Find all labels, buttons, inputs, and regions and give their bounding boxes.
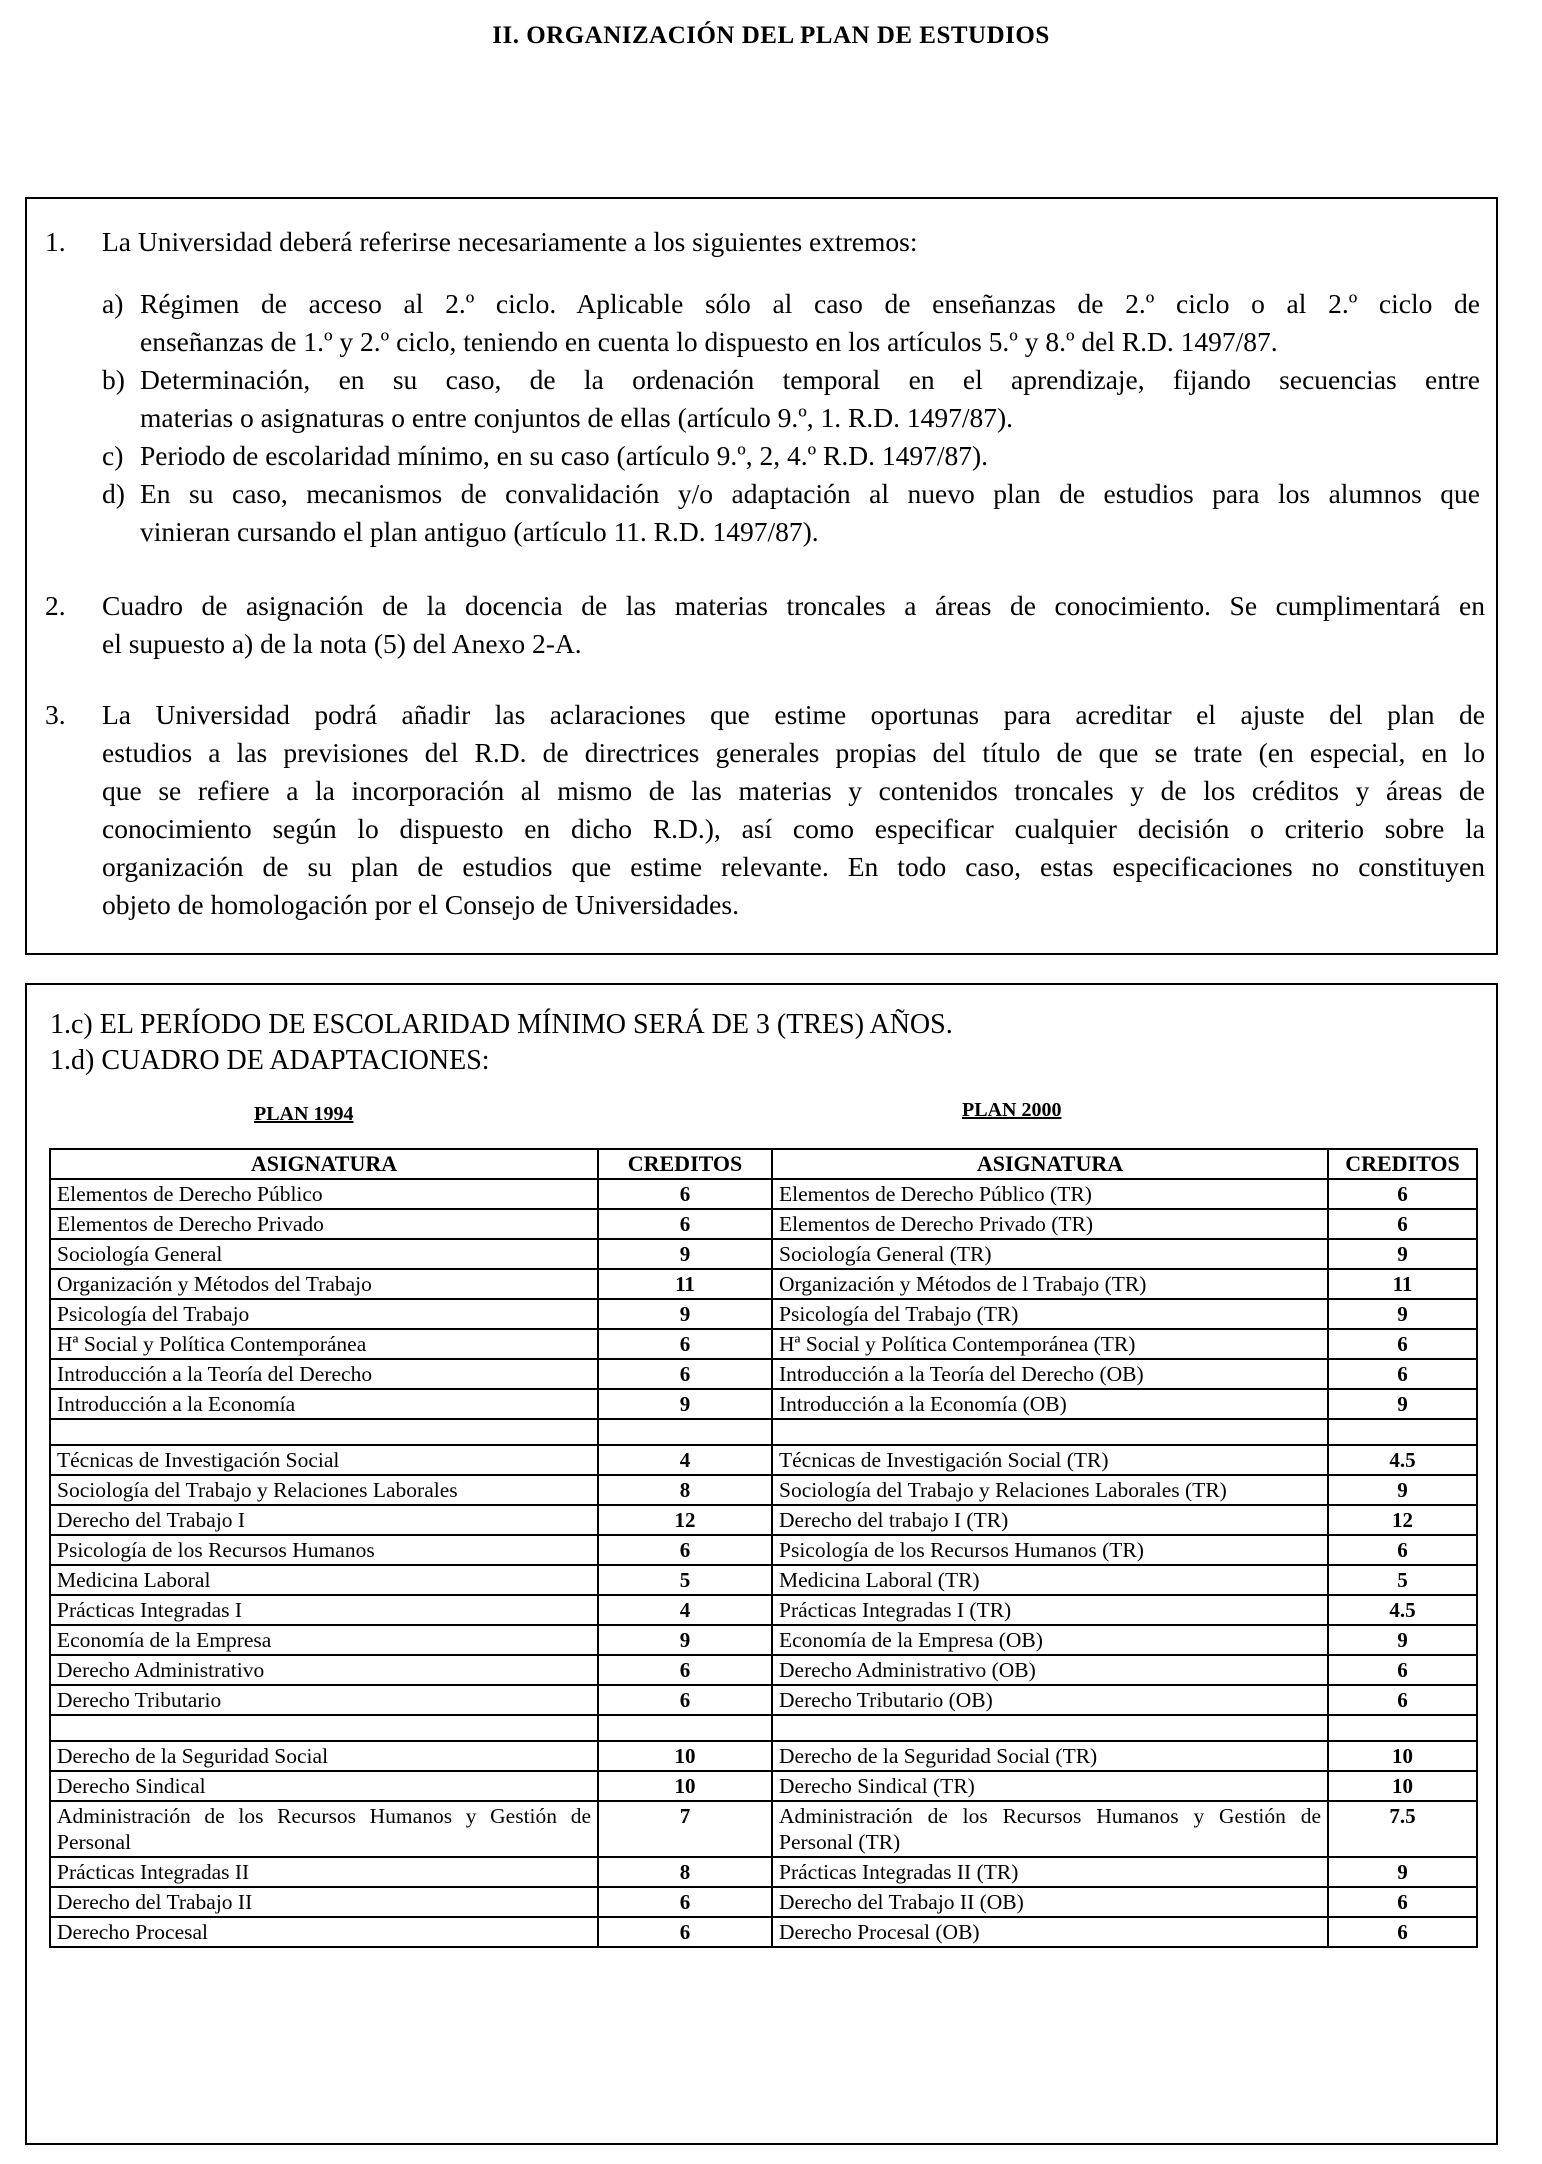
creditos-1994-cell: 6 xyxy=(598,1359,772,1389)
plan-old-label: PLAN 1994 xyxy=(254,1103,354,1125)
asignatura-2000-cell: Derecho Procesal (OB) xyxy=(772,1917,1328,1947)
item-3-line-2: estudios a las previsiones del R.D. de directrices generales propias del título de que se trate (en especial, en lo xyxy=(102,737,1485,768)
item-3-line-1: La Universidad podrá añadir las aclaraciones que estime oportunas para acreditar el ajuste del plan de xyxy=(102,699,1485,730)
creditos-1994-cell: 10 xyxy=(598,1771,772,1801)
asignatura-1994-cell: Elementos de Derecho Público xyxy=(50,1179,598,1209)
table-row xyxy=(50,1299,1477,1329)
item-3-line-3: que se refiere a la incorporación al mismo de las materias y contenidos troncales y de los créditos y áreas de xyxy=(102,775,1485,806)
creditos-1994-cell: 6 xyxy=(598,1209,772,1239)
item-3-line-4: conocimiento según lo dispuesto en dicho R.D.), así como especificar cualquier decisión o criterio sobre la xyxy=(102,813,1485,844)
creditos-2000-cell: 4.5 xyxy=(1328,1595,1477,1625)
table-row xyxy=(50,1565,1477,1595)
subitem-b-line-2: materias o asignaturas o entre conjuntos de ellas (artículo 9.º, 1. R.D. 1497/87). xyxy=(140,402,1014,433)
asignatura-2000-cell: Prácticas Integradas I (TR) xyxy=(772,1595,1328,1625)
creditos-1994-cell: 12 xyxy=(598,1505,772,1535)
creditos-1994-cell xyxy=(598,1419,772,1445)
table-row xyxy=(50,1917,1477,1947)
creditos-1994-cell: 6 xyxy=(598,1329,772,1359)
header-asignatura-new: ASIGNATURA xyxy=(772,1149,1328,1179)
table-row xyxy=(50,1475,1477,1505)
table-body xyxy=(50,1179,1477,1947)
minimum-period-line: 1.c) EL PERÍODO DE ESCOLARIDAD MÍNIMO SERÁ DE 3 (TRES) AÑOS. xyxy=(50,1009,953,1040)
asignatura-1994-cell: Derecho del Trabajo II xyxy=(50,1887,598,1917)
asignatura-2000-cell xyxy=(772,1715,1328,1741)
creditos-2000-cell xyxy=(1328,1715,1477,1741)
creditos-2000-cell: 9 xyxy=(1328,1857,1477,1887)
table-row xyxy=(50,1685,1477,1715)
creditos-2000-cell: 6 xyxy=(1328,1329,1477,1359)
asignatura-1994-cell: Sociología General xyxy=(50,1239,598,1269)
asignatura-1994-cell: Sociología del Trabajo y Relaciones Laborales xyxy=(50,1475,598,1505)
table-row xyxy=(50,1505,1477,1535)
asignatura-2000-cell: Administración de los Recursos Humanos y Gestión de Personal (TR) xyxy=(772,1801,1328,1857)
table-row xyxy=(50,1771,1477,1801)
subitem-a-label: a) xyxy=(102,288,124,319)
asignatura-1994-cell: Medicina Laboral xyxy=(50,1565,598,1595)
asignatura-2000-cell: Sociología del Trabajo y Relaciones Laborales (TR) xyxy=(772,1475,1328,1505)
creditos-1994-cell: 6 xyxy=(598,1917,772,1947)
creditos-1994-cell: 9 xyxy=(598,1625,772,1655)
creditos-2000-cell: 6 xyxy=(1328,1917,1477,1947)
creditos-2000-cell: 11 xyxy=(1328,1269,1477,1299)
creditos-2000-cell xyxy=(1328,1419,1477,1445)
creditos-2000-cell: 6 xyxy=(1328,1209,1477,1239)
table-row xyxy=(50,1887,1477,1917)
table-row xyxy=(50,1389,1477,1419)
subitem-d-line-2: vinieran cursando el plan antiguo (artículo 11. R.D. 1497/87). xyxy=(140,516,819,547)
table-row xyxy=(50,1741,1477,1771)
table-row xyxy=(50,1419,1477,1445)
creditos-1994-cell: 8 xyxy=(598,1857,772,1887)
adaptations-table xyxy=(49,1148,1478,1948)
asignatura-1994-cell: Derecho del Trabajo I xyxy=(50,1505,598,1535)
creditos-2000-cell: 6 xyxy=(1328,1359,1477,1389)
asignatura-2000-cell: Derecho del trabajo I (TR) xyxy=(772,1505,1328,1535)
asignatura-2000-cell: Derecho Administrativo (OB) xyxy=(772,1655,1328,1685)
asignatura-1994-cell xyxy=(50,1715,598,1741)
instructions-box xyxy=(25,197,1498,955)
creditos-2000-cell: 6 xyxy=(1328,1535,1477,1565)
asignatura-1994-cell: Derecho Administrativo xyxy=(50,1655,598,1685)
creditos-2000-cell: 9 xyxy=(1328,1625,1477,1655)
creditos-2000-cell: 9 xyxy=(1328,1389,1477,1419)
table-row xyxy=(50,1445,1477,1475)
asignatura-2000-cell: Organización y Métodos de l Trabajo (TR) xyxy=(772,1269,1328,1299)
creditos-1994-cell: 6 xyxy=(598,1887,772,1917)
adaptations-box xyxy=(25,983,1498,2145)
header-creditos-old: CREDITOS xyxy=(598,1149,772,1179)
creditos-1994-cell: 5 xyxy=(598,1565,772,1595)
table-row xyxy=(50,1209,1477,1239)
table-row xyxy=(50,1625,1477,1655)
asignatura-1994-cell: Psicología del Trabajo xyxy=(50,1299,598,1329)
creditos-1994-cell: 4 xyxy=(598,1595,772,1625)
page-title: II. ORGANIZACIÓN DEL PLAN DE ESTUDIOS xyxy=(492,22,1050,49)
asignatura-2000-cell: Derecho Sindical (TR) xyxy=(772,1771,1328,1801)
asignatura-2000-cell: Derecho de la Seguridad Social (TR) xyxy=(772,1741,1328,1771)
asignatura-2000-cell: Hª Social y Política Contemporánea (TR) xyxy=(772,1329,1328,1359)
creditos-1994-cell xyxy=(598,1715,772,1741)
asignatura-2000-cell: Introducción a la Economía (OB) xyxy=(772,1389,1328,1419)
asignatura-2000-cell: Psicología del Trabajo (TR) xyxy=(772,1299,1328,1329)
asignatura-2000-cell: Medicina Laboral (TR) xyxy=(772,1565,1328,1595)
creditos-2000-cell: 5 xyxy=(1328,1565,1477,1595)
creditos-1994-cell: 6 xyxy=(598,1685,772,1715)
asignatura-2000-cell: Elementos de Derecho Privado (TR) xyxy=(772,1209,1328,1239)
creditos-2000-cell: 6 xyxy=(1328,1655,1477,1685)
creditos-1994-cell: 9 xyxy=(598,1389,772,1419)
creditos-2000-cell: 10 xyxy=(1328,1741,1477,1771)
asignatura-2000-cell: Introducción a la Teoría del Derecho (OB) xyxy=(772,1359,1328,1389)
item-2-line-1: Cuadro de asignación de la docencia de las materias troncales a áreas de conocimiento. Se cumplimentará en xyxy=(102,590,1485,621)
asignatura-1994-cell xyxy=(50,1419,598,1445)
table-row xyxy=(50,1269,1477,1299)
table-row xyxy=(50,1359,1477,1389)
creditos-2000-cell: 9 xyxy=(1328,1239,1477,1269)
creditos-2000-cell: 6 xyxy=(1328,1685,1477,1715)
asignatura-1994-cell: Prácticas Integradas I xyxy=(50,1595,598,1625)
creditos-1994-cell: 8 xyxy=(598,1475,772,1505)
asignatura-1994-cell: Introducción a la Teoría del Derecho xyxy=(50,1359,598,1389)
table-row xyxy=(50,1857,1477,1887)
asignatura-1994-cell: Introducción a la Economía xyxy=(50,1389,598,1419)
creditos-1994-cell: 6 xyxy=(598,1179,772,1209)
item-1-text: La Universidad deberá referirse necesariamente a los siguientes extremos: xyxy=(102,226,918,257)
creditos-2000-cell: 7.5 xyxy=(1328,1801,1477,1857)
item-2-line-2: el supuesto a) de la nota (5) del Anexo 2-A. xyxy=(102,628,582,659)
creditos-1994-cell: 11 xyxy=(598,1269,772,1299)
subitem-a-line-2: enseñanzas de 1.º y 2.º ciclo, teniendo en cuenta lo dispuesto en los artículos 5.º y 8.º del R.D. 1497/87. xyxy=(140,326,1278,357)
subitem-a-line-1: Régimen de acceso al 2.º ciclo. Aplicable sólo al caso de enseñanzas de 2.º ciclo o al 2.º ciclo de xyxy=(140,288,1480,319)
creditos-1994-cell: 9 xyxy=(598,1299,772,1329)
item-2-number: 2. xyxy=(45,590,66,621)
creditos-2000-cell: 10 xyxy=(1328,1771,1477,1801)
creditos-1994-cell: 6 xyxy=(598,1535,772,1565)
table-row xyxy=(50,1239,1477,1269)
subitem-d-label: d) xyxy=(102,478,125,509)
subitem-b-line-1: Determinación, en su caso, de la ordenación temporal en el aprendizaje, fijando secuencias entre xyxy=(140,364,1480,395)
header-creditos-new: CREDITOS xyxy=(1328,1149,1477,1179)
item-1-number: 1. xyxy=(45,226,66,257)
item-3-line-6: objeto de homologación por el Consejo de Universidades. xyxy=(102,889,739,920)
asignatura-2000-cell: Derecho del Trabajo II (OB) xyxy=(772,1887,1328,1917)
creditos-2000-cell: 12 xyxy=(1328,1505,1477,1535)
asignatura-2000-cell: Técnicas de Investigación Social (TR) xyxy=(772,1445,1328,1475)
table-row xyxy=(50,1801,1477,1857)
subitem-c-label: c) xyxy=(102,440,124,471)
asignatura-2000-cell: Sociología General (TR) xyxy=(772,1239,1328,1269)
asignatura-1994-cell: Derecho Sindical xyxy=(50,1771,598,1801)
header-asignatura-old: ASIGNATURA xyxy=(50,1149,598,1179)
asignatura-1994-cell: Psicología de los Recursos Humanos xyxy=(50,1535,598,1565)
asignatura-2000-cell: Elementos de Derecho Público (TR) xyxy=(772,1179,1328,1209)
table-row xyxy=(50,1329,1477,1359)
asignatura-1994-cell: Derecho Tributario xyxy=(50,1685,598,1715)
item-3-line-5: organización de su plan de estudios que estime relevante. En todo caso, estas especificaciones no constituyen xyxy=(102,851,1485,882)
table-row xyxy=(50,1655,1477,1685)
asignatura-1994-cell: Hª Social y Política Contemporánea xyxy=(50,1329,598,1359)
asignatura-1994-cell: Derecho Procesal xyxy=(50,1917,598,1947)
asignatura-2000-cell: Psicología de los Recursos Humanos (TR) xyxy=(772,1535,1328,1565)
subitem-d-line-1: En su caso, mecanismos de convalidación y/o adaptación al nuevo plan de estudios para los alumnos que xyxy=(140,478,1480,509)
creditos-2000-cell: 9 xyxy=(1328,1299,1477,1329)
creditos-1994-cell: 6 xyxy=(598,1655,772,1685)
asignatura-2000-cell: Economía de la Empresa (OB) xyxy=(772,1625,1328,1655)
table-row xyxy=(50,1179,1477,1209)
creditos-2000-cell: 4.5 xyxy=(1328,1445,1477,1475)
creditos-1994-cell: 4 xyxy=(598,1445,772,1475)
creditos-1994-cell: 9 xyxy=(598,1239,772,1269)
adaptations-heading: 1.d) CUADRO DE ADAPTACIONES: xyxy=(50,1045,490,1076)
creditos-1994-cell: 7 xyxy=(598,1801,772,1857)
asignatura-1994-cell: Organización y Métodos del Trabajo xyxy=(50,1269,598,1299)
table-header-row xyxy=(50,1149,1477,1179)
creditos-1994-cell: 10 xyxy=(598,1741,772,1771)
item-3-number: 3. xyxy=(45,699,66,730)
asignatura-1994-cell: Administración de los Recursos Humanos y Gestión de Personal xyxy=(50,1801,598,1857)
asignatura-1994-cell: Prácticas Integradas II xyxy=(50,1857,598,1887)
subitem-c-line-1: Periodo de escolaridad mínimo, en su caso (artículo 9.º, 2, 4.º R.D. 1497/87). xyxy=(140,440,989,471)
table-row xyxy=(50,1595,1477,1625)
asignatura-1994-cell: Economía de la Empresa xyxy=(50,1625,598,1655)
asignatura-2000-cell xyxy=(772,1419,1328,1445)
asignatura-1994-cell: Elementos de Derecho Privado xyxy=(50,1209,598,1239)
creditos-2000-cell: 6 xyxy=(1328,1887,1477,1917)
plan-new-label: PLAN 2000 xyxy=(962,1099,1062,1121)
asignatura-1994-cell: Técnicas de Investigación Social xyxy=(50,1445,598,1475)
asignatura-1994-cell: Derecho de la Seguridad Social xyxy=(50,1741,598,1771)
subitem-b-label: b) xyxy=(102,364,125,395)
table-row xyxy=(50,1715,1477,1741)
table-row xyxy=(50,1535,1477,1565)
asignatura-2000-cell: Prácticas Integradas II (TR) xyxy=(772,1857,1328,1887)
creditos-2000-cell: 9 xyxy=(1328,1475,1477,1505)
creditos-2000-cell: 6 xyxy=(1328,1179,1477,1209)
asignatura-2000-cell: Derecho Tributario (OB) xyxy=(772,1685,1328,1715)
